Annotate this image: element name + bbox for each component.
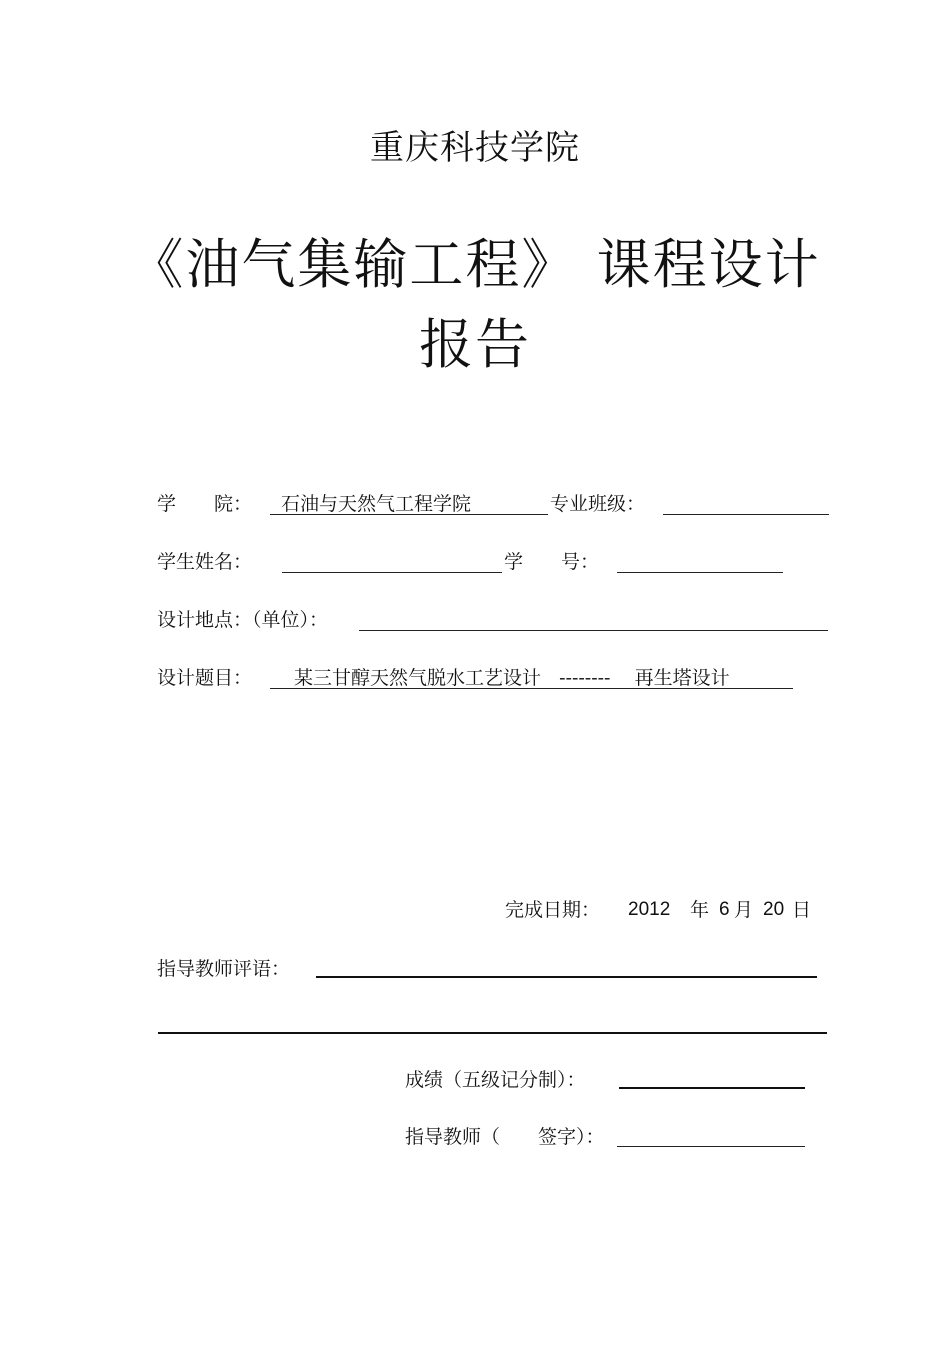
grade-underline[interactable] [619, 1087, 805, 1089]
report-title: 《油气集输工程》 课程设计 [129, 233, 821, 296]
student-id-label: 学 号： [504, 551, 600, 573]
topic-underline [270, 688, 793, 689]
college-value: 石油与天然气工程学院 [281, 493, 472, 515]
completion-month-unit: 月 [734, 899, 754, 921]
completion-day-unit: 日 [792, 899, 812, 921]
advisor-signature-label: 指导教师（ 签字）： [405, 1126, 605, 1148]
school-name: 重庆科技学院 [370, 128, 580, 168]
completion-year-unit: 年 [690, 899, 710, 921]
location-label: 设计地点：（单位）： [157, 609, 329, 631]
completion-date-label: 完成日期： [505, 899, 601, 921]
student-name-underline [282, 572, 502, 573]
location-underline [359, 630, 828, 631]
advisor-comments-label: 指导教师评语： [157, 958, 291, 980]
topic-value: 某三甘醇天然气脱水工艺设计 -------- 再生塔设计 [294, 667, 730, 689]
advisor-comments-line-1[interactable] [316, 976, 817, 978]
topic-label: 设计题目： [157, 667, 253, 689]
completion-day: 20 [763, 899, 785, 920]
advisor-comments-line-2[interactable] [158, 1032, 827, 1034]
college-underline [270, 514, 548, 515]
advisor-signature-underline[interactable] [617, 1146, 805, 1147]
student-name-label: 学生姓名： [157, 551, 253, 573]
major-underline [663, 514, 829, 515]
major-label: 专业班级： [550, 493, 646, 515]
student-id-underline [617, 572, 783, 573]
report-title-line2: 报告 [419, 313, 531, 376]
completion-month: 6 [719, 899, 730, 920]
college-label: 学 院： [157, 493, 253, 515]
grade-label: 成绩（五级记分制）： [405, 1069, 586, 1091]
completion-year: 2012 [628, 899, 671, 920]
